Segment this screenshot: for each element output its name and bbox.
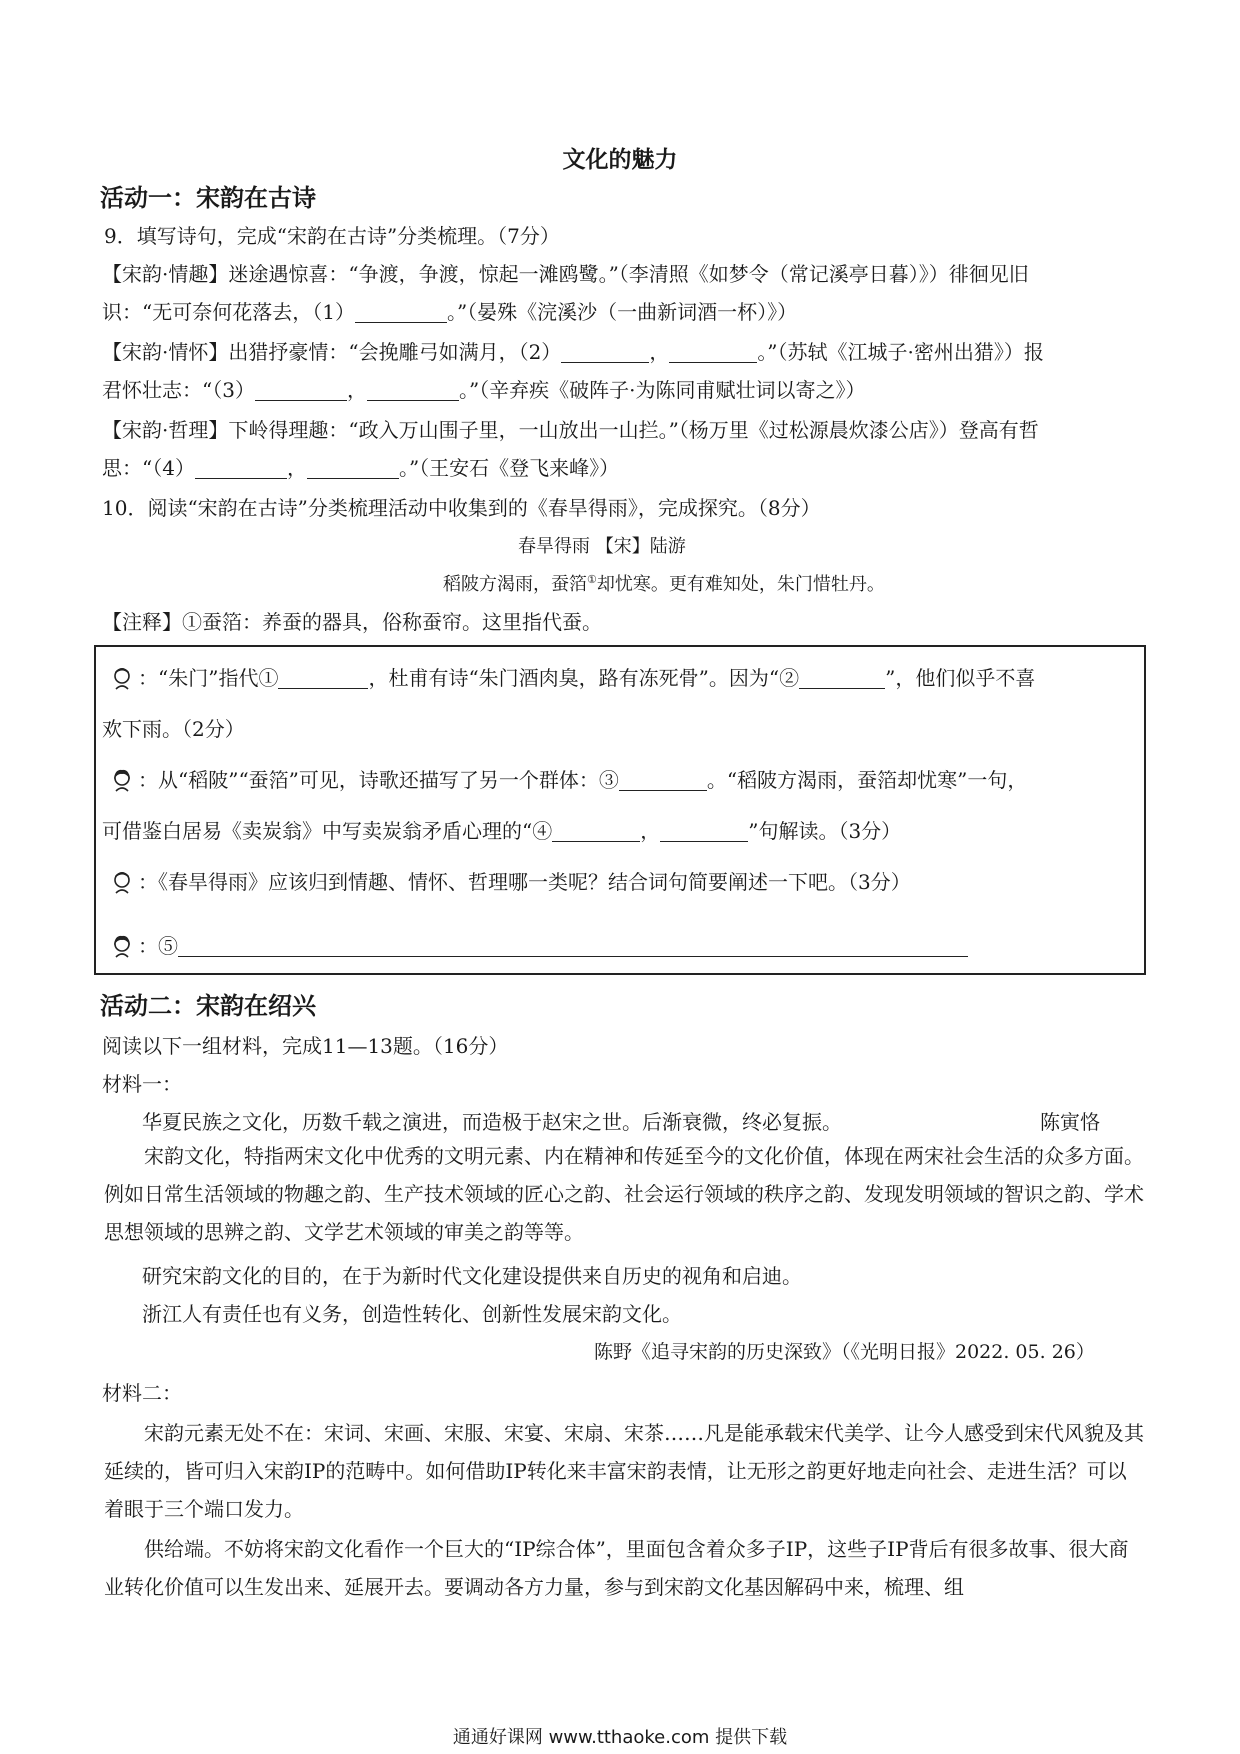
poem-body-a: 稻陂方渴雨，蚕箔	[443, 574, 587, 595]
dialogue-line1-text-c: ”，他们似乎不喜	[885, 666, 1036, 690]
answer-blank-2a[interactable]	[561, 340, 649, 363]
answer-blank-1[interactable]	[355, 300, 447, 323]
dialog-blank-5[interactable]	[178, 934, 968, 957]
dialogue-line2-text-b: 。“稻陂方渴雨，蚕箔却忧寒”一句，	[706, 768, 1028, 792]
dialogue-line3-text: ：《春旱得雨》应该归到情趣、情怀、哲理哪一类呢？结合词句简要阐述一下吧。（3分）	[138, 870, 911, 894]
q9-line6	[102, 452, 619, 481]
activity1-heading: 活动一：宋韵在古诗	[100, 184, 316, 212]
answer-blank-4b[interactable]	[307, 456, 399, 479]
material1-para3: 研究宋韵文化的目的，在于为新时代文化建设提供来自历史的视角和启迪。	[142, 1264, 802, 1288]
q9-line1: 【宋韵·情趣】迷途遇惊喜：“争渡，争渡，惊起一滩鸥鹭。”（李清照《如梦令（常记溪亭日暮）》）徘徊见旧	[102, 262, 1029, 286]
answer-blank-4a[interactable]	[195, 456, 287, 479]
q9-line2	[102, 296, 797, 325]
dialogue-box	[94, 645, 1146, 975]
dialogue-line2	[110, 764, 1027, 793]
q9-line5: 【宋韵·哲理】下岭得理趣：“政入万山围子里，一山放出一山拦。”（杨万里《过松源晨炊漆公店》）登高有哲	[102, 418, 1039, 442]
material1-para1-author: 陈寅恪	[1040, 1110, 1100, 1134]
q9-line6-text-c: 。”（王安石《登飞来峰》）	[398, 456, 620, 480]
dialogue-line2-text-a: ：从“稻陂”“蚕箔”可见，诗歌还描写了另一个群体：③	[138, 768, 619, 792]
dialogue-line2-cont	[102, 815, 901, 844]
q9-line3-comma: ，	[649, 340, 670, 364]
teacher-avatar-icon	[110, 933, 134, 959]
activity2-intro: 阅读以下一组材料，完成11—13题。（16分）	[102, 1034, 509, 1058]
q9-line3	[102, 336, 1044, 365]
q9-line4-comma: ，	[346, 378, 367, 402]
q10-intro: 10．阅读“宋韵在古诗”分类梳理活动中收集到的《春旱得雨》，完成探究。（8分）	[102, 496, 821, 520]
poem-body	[443, 570, 885, 596]
q9-line2-text-a: 识：“无可奈何花落去，（1）	[102, 300, 355, 324]
dialogue-line4	[110, 930, 968, 959]
q9-line3-text-a: 【宋韵·情怀】出猎抒豪情：“会挽雕弓如满月，（2）	[102, 340, 562, 364]
material1-label: 材料一：	[102, 1072, 182, 1096]
dialogue-line4-text: ：⑤	[138, 934, 178, 958]
q9-line4-text-a: 君怀壮志：“（3）	[102, 378, 255, 402]
student-avatar-icon	[110, 869, 134, 895]
q9-line4	[102, 374, 866, 403]
dialogue-line1-text-b: ，杜甫有诗“朱门酒肉臭，路有冻死骨”。因为“②	[368, 666, 800, 690]
q9-intro: 9．填写诗句，完成“宋韵在古诗”分类梳理。（7分）	[104, 224, 560, 248]
dialogue-line3	[110, 866, 911, 895]
material1-para4: 浙江人有责任也有义务，创造性转化、创新性发展宋韵文化。	[142, 1302, 682, 1326]
q9-line6-comma: ，	[286, 456, 307, 480]
dialogue-line1	[110, 662, 1035, 691]
q9-line6-text-a: 思：“（4）	[102, 456, 195, 480]
student-avatar-icon	[110, 665, 134, 691]
dialog-blank-2[interactable]	[799, 666, 885, 689]
dialog-blank-1[interactable]	[278, 666, 368, 689]
q9-line2-text-b: 。”（晏殊《浣溪沙（一曲新词酒一杯）》）	[446, 300, 798, 324]
dialog-blank-3[interactable]	[619, 768, 707, 791]
answer-blank-3b[interactable]	[367, 378, 459, 401]
q9-line4-text-c: 。”（辛弃疾《破阵子·为陈同甫赋壮词以寄之》）	[458, 378, 866, 402]
activity2-heading: 活动二：宋韵在绍兴	[100, 992, 316, 1020]
page-footer: 通通好课网 www.tthaoke.com 提供下载	[452, 1727, 788, 1748]
dialogue-line1-cont: 欢下雨。（2分）	[102, 717, 245, 741]
material1-source: 陈野《追寻宋韵的历史深致》（《光明日报》2022. 05. 26）	[594, 1341, 1095, 1363]
poem-note: 【注释】①蚕箔：养蚕的器具，俗称蚕帘。这里指代蚕。	[102, 610, 602, 634]
material2-label: 材料二：	[102, 1381, 182, 1405]
dialogue-line2-text-c: 可借鉴白居易《卖炭翁》中写卖炭翁矛盾心理的“④	[102, 819, 553, 843]
poem-body-b: 却忧寒。更有难知处，朱门惜牡丹。	[596, 574, 885, 595]
material1-para1: 华夏民族之文化，历数千载之演进，而造极于赵宋之世。后渐衰微，终必复振。	[142, 1110, 842, 1134]
material1-para2: 宋韵文化，特指两宋文化中优秀的文明元素、内在精神和传延至今的文化价值，体现在两宋社会生活的众多方面。例如日常生活领域的物趣之韵、生产技术领域的匠心之韵、社会运行领域的秩序之韵、发现发明领域的智识之韵、学术思想领域的思辨之韵、文学艺术领域的审美之韵等等。	[104, 1144, 1144, 1244]
dialogue-line1-text-a: ：“朱门”指代①	[138, 666, 279, 690]
answer-blank-3a[interactable]	[255, 378, 347, 401]
material2-para1: 宋韵元素无处不在：宋词、宋画、宋服、宋宴、宋扇、宋茶……凡是能承载宋代美学、让今人感受到宋代风貌及其延续的，皆可归入宋韵IP的范畴中。如何借助IP转化来丰富宋韵表情，让无形之韵更好地走向社会、走进生活？可以着眼于三个端口发力。	[104, 1421, 1144, 1521]
poem-title: 春旱得雨 【宋】陆游	[518, 536, 686, 557]
poem-footnote-mark: ①	[587, 573, 597, 586]
dialogue-line2-comma: ，	[640, 819, 661, 843]
q9-line3-text-c: 。”（苏轼《江城子·密州出猎》）报	[757, 340, 1044, 364]
page-title: 文化的魅力	[562, 147, 678, 173]
answer-blank-2b[interactable]	[669, 340, 757, 363]
material2-para2: 供给端。不妨将宋韵文化看作一个巨大的“IP综合体”，里面包含着众多子IP，这些子IP背后有很多故事、很大商业转化价值可以生发出来、延展开去。要调动各方力量，参与到宋韵文化基因解码中来，梳理、组	[104, 1537, 1129, 1599]
dialogue-line2-text-e: ”句解读。（3分）	[748, 819, 902, 843]
teacher-avatar-icon	[110, 767, 134, 793]
dialog-blank-4a[interactable]	[552, 819, 640, 842]
dialog-blank-4b[interactable]	[660, 819, 748, 842]
